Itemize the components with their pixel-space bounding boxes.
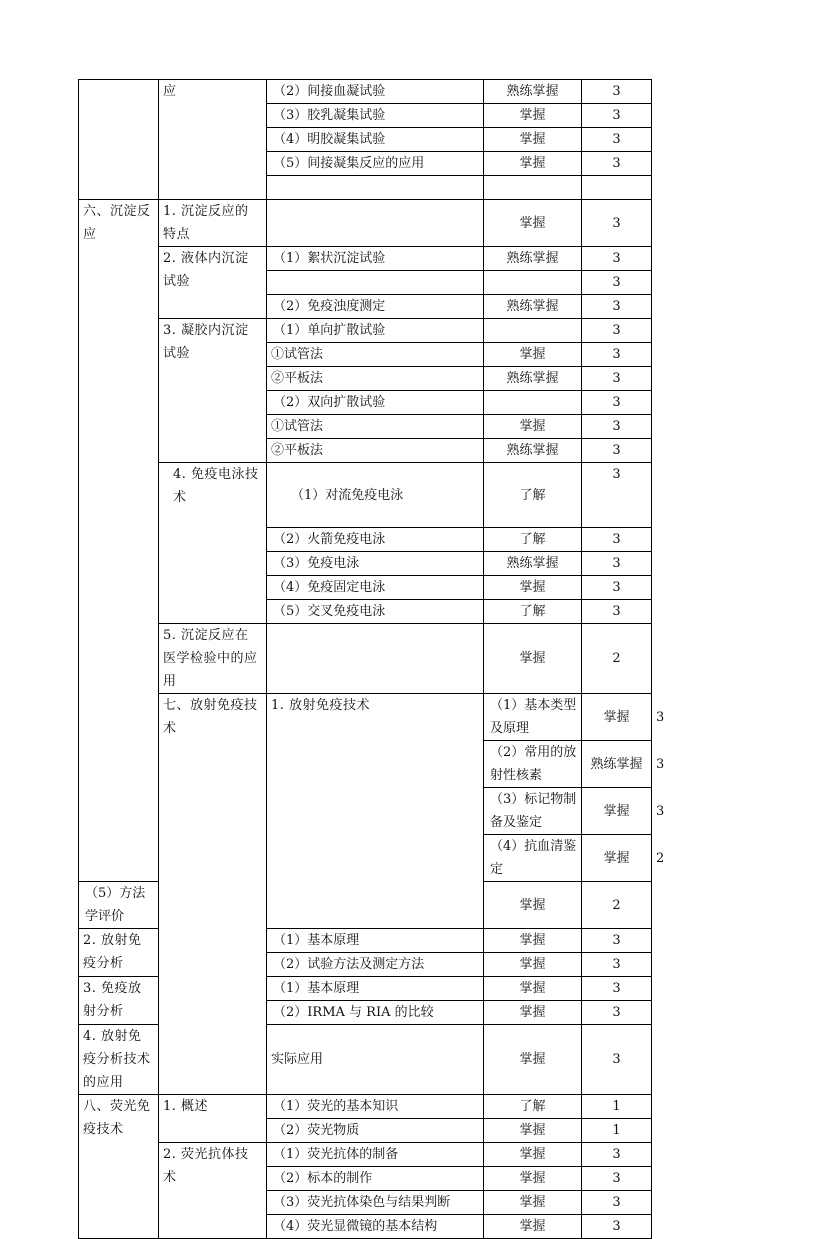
level-cell: 熟练掌握 bbox=[484, 367, 582, 391]
level-cell: 掌握 bbox=[582, 694, 652, 741]
level-cell: 熟练掌握 bbox=[582, 741, 652, 788]
level-cell: 掌握 bbox=[484, 415, 582, 439]
grade-cell: 3 bbox=[582, 415, 652, 439]
grade-cell: 2 bbox=[582, 882, 652, 929]
table-row bbox=[79, 463, 652, 528]
item-cell: （4）荧光显微镜的基本结构 bbox=[267, 1215, 484, 1239]
table-row: （4）抗血清鉴定 掌握 2 bbox=[79, 835, 652, 882]
table-row: （3）标记物制备及鉴定 掌握 3 bbox=[79, 788, 652, 835]
item-cell: （2）试验方法及测定方法 bbox=[267, 953, 484, 977]
grade-cell: 3 bbox=[582, 1191, 652, 1215]
item-cell: （2）IRMA 与 RIA 的比较 bbox=[267, 1001, 484, 1025]
level-cell: 熟练掌握 bbox=[484, 295, 582, 319]
table-row bbox=[79, 1095, 652, 1119]
subsection-cell: 应 bbox=[159, 80, 267, 200]
level-cell bbox=[484, 271, 582, 295]
table-row bbox=[79, 80, 652, 104]
grade-cell: 3 bbox=[582, 929, 652, 953]
grade-cell: 3 bbox=[582, 528, 652, 552]
grade-cell: 3 bbox=[582, 576, 652, 600]
level-cell: 掌握 bbox=[484, 128, 582, 152]
level-cell: 掌握 bbox=[484, 953, 582, 977]
subsection-cell: 2. 荧光抗体技术 bbox=[159, 1143, 267, 1239]
subsection-cell: 1. 放射免疫技术 bbox=[267, 694, 484, 929]
table-row bbox=[79, 1143, 652, 1167]
grade-cell: 3 bbox=[582, 977, 652, 1001]
table-row bbox=[79, 319, 652, 343]
item-cell: （1）荧光抗体的制备 bbox=[267, 1143, 484, 1167]
level-cell: 掌握 bbox=[484, 929, 582, 953]
item-cell: （2）标本的制作 bbox=[267, 1167, 484, 1191]
subsection-cell: 3. 免疫放射分析 bbox=[79, 977, 159, 1025]
item-cell: （1）对流免疫电泳 bbox=[267, 463, 484, 528]
grade-cell: 3 bbox=[582, 80, 652, 104]
item-cell: （1）基本类型及原理 bbox=[484, 694, 582, 741]
item-cell: （2）火箭免疫电泳 bbox=[267, 528, 484, 552]
item-cell: ②平板法 bbox=[267, 367, 484, 391]
item-cell: （2）荧光物质 bbox=[267, 1119, 484, 1143]
level-cell: 掌握 bbox=[582, 835, 652, 882]
item-cell: （3）免疫电泳 bbox=[267, 552, 484, 576]
grade-cell: 3 bbox=[582, 600, 652, 624]
grade-cell: 1 bbox=[582, 1119, 652, 1143]
item-cell bbox=[267, 271, 484, 295]
level-cell bbox=[484, 391, 582, 415]
item-cell: （4）免疫固定电泳 bbox=[267, 576, 484, 600]
item-cell: （2）双向扩散试验 bbox=[267, 391, 484, 415]
subsection-cell: 2. 液体内沉淀试验 bbox=[159, 247, 267, 319]
grade-cell: 3 bbox=[582, 152, 652, 176]
item-cell: （2）常用的放射性核素 bbox=[484, 741, 582, 788]
level-cell: 了解 bbox=[484, 1095, 582, 1119]
grade-cell: 3 bbox=[582, 343, 652, 367]
grade-cell bbox=[582, 176, 652, 200]
level-cell: 了解 bbox=[484, 600, 582, 624]
level-cell: 掌握 bbox=[484, 104, 582, 128]
section-cell bbox=[79, 80, 159, 200]
table-row bbox=[79, 624, 652, 694]
grade-cell: 3 bbox=[582, 200, 652, 247]
item-cell bbox=[267, 176, 484, 200]
item-cell: ①试管法 bbox=[267, 343, 484, 367]
item-cell bbox=[267, 200, 484, 247]
level-cell: 掌握 bbox=[484, 624, 582, 694]
table-row: 七、放射免疫技术 1. 放射免疫技术 （1）基本类型及原理 掌握 3 bbox=[79, 694, 652, 741]
item-cell: （3）标记物制备及鉴定 bbox=[484, 788, 582, 835]
grade-cell: 3 bbox=[582, 1143, 652, 1167]
subsection-cell: 1. 沉淀反应的特点 bbox=[159, 200, 267, 247]
table-row bbox=[79, 247, 652, 271]
level-cell: 掌握 bbox=[484, 152, 582, 176]
level-cell: 熟练掌握 bbox=[484, 247, 582, 271]
subsection-cell: 5. 沉淀反应在医学检验中的应用 bbox=[159, 624, 267, 694]
grade-cell: 2 bbox=[582, 624, 652, 694]
level-cell bbox=[484, 176, 582, 200]
level-cell: 掌握 bbox=[484, 1119, 582, 1143]
item-cell: （1）基本原理 bbox=[267, 977, 484, 1001]
item-cell: （5）方法学评价 bbox=[79, 882, 159, 929]
section-cell: 八、荧光免疫技术 bbox=[79, 1095, 159, 1239]
grade-cell: 3 bbox=[582, 1001, 652, 1025]
level-cell: 掌握 bbox=[484, 343, 582, 367]
grade-cell: 3 bbox=[582, 391, 652, 415]
item-cell: ②平板法 bbox=[267, 439, 484, 463]
item-cell: （2）免疫浊度测定 bbox=[267, 295, 484, 319]
item-cell: （1）荧光的基本知识 bbox=[267, 1095, 484, 1119]
item-cell: （5）间接凝集反应的应用 bbox=[267, 152, 484, 176]
level-cell: 掌握 bbox=[484, 882, 582, 929]
level-cell: 了解 bbox=[484, 463, 582, 528]
item-cell: （1）絮状沉淀试验 bbox=[267, 247, 484, 271]
grade-cell: 3 bbox=[582, 552, 652, 576]
item-cell: ①试管法 bbox=[267, 415, 484, 439]
grade-cell: 3 bbox=[582, 1167, 652, 1191]
level-cell: 掌握 bbox=[484, 977, 582, 1001]
item-cell: （2）间接血凝试验 bbox=[267, 80, 484, 104]
level-cell: 熟练掌握 bbox=[484, 80, 582, 104]
level-cell: 掌握 bbox=[484, 1025, 582, 1095]
level-cell: 掌握 bbox=[484, 1215, 582, 1239]
item-cell: （1）单向扩散试验 bbox=[267, 319, 484, 343]
grade-cell: 3 bbox=[582, 953, 652, 977]
section-cell: 六、沉淀反应 bbox=[79, 200, 159, 882]
item-cell: （3）荧光抗体染色与结果判断 bbox=[267, 1191, 484, 1215]
level-cell: 熟练掌握 bbox=[484, 552, 582, 576]
item-cell: （3）胶乳凝集试验 bbox=[267, 104, 484, 128]
item-cell: （1）基本原理 bbox=[267, 929, 484, 953]
grade-cell: 3 bbox=[582, 295, 652, 319]
subsection-cell: 3. 凝胶内沉淀试验 bbox=[159, 319, 267, 463]
item-cell: 实际应用 bbox=[267, 1025, 484, 1095]
subsection-cell: 2. 放射免疫分析 bbox=[79, 929, 159, 977]
grade-cell: 3 bbox=[582, 128, 652, 152]
grade-cell: 3 bbox=[582, 1215, 652, 1239]
subsection-cell: 4. 免疫电泳技术 bbox=[159, 463, 267, 624]
grade-cell: 3 bbox=[582, 319, 652, 343]
item-cell: （5）交叉免疫电泳 bbox=[267, 600, 484, 624]
grade-cell: 3 bbox=[582, 367, 652, 391]
table-row: （2）常用的放射性核素 熟练掌握 3 bbox=[79, 741, 652, 788]
grade-cell: 3 bbox=[582, 1025, 652, 1095]
level-cell: 熟练掌握 bbox=[484, 439, 582, 463]
level-cell: 掌握 bbox=[582, 788, 652, 835]
item-cell: （4）明胶凝集试验 bbox=[267, 128, 484, 152]
level-cell: 了解 bbox=[484, 528, 582, 552]
item-cell: （4）抗血清鉴定 bbox=[484, 835, 582, 882]
table-row bbox=[79, 200, 652, 247]
subsection-cell: 4. 放射免疫分析技术的应用 bbox=[79, 1025, 159, 1095]
section-cell: 七、放射免疫技术 bbox=[159, 694, 267, 1095]
level-cell: 掌握 bbox=[484, 1001, 582, 1025]
level-cell: 掌握 bbox=[484, 576, 582, 600]
item-cell bbox=[267, 624, 484, 694]
grade-cell: 3 bbox=[582, 247, 652, 271]
grade-cell: 3 bbox=[582, 104, 652, 128]
level-cell: 掌握 bbox=[484, 200, 582, 247]
subsection-cell: 1. 概述 bbox=[159, 1095, 267, 1143]
grade-cell: 1 bbox=[582, 1095, 652, 1119]
grade-cell: 3 bbox=[582, 463, 652, 528]
level-cell bbox=[484, 319, 582, 343]
level-cell: 掌握 bbox=[484, 1191, 582, 1215]
syllabus-table bbox=[78, 79, 665, 1239]
level-cell: 掌握 bbox=[484, 1143, 582, 1167]
level-cell: 掌握 bbox=[484, 1167, 582, 1191]
grade-cell: 3 bbox=[582, 439, 652, 463]
grade-cell: 3 bbox=[582, 271, 652, 295]
